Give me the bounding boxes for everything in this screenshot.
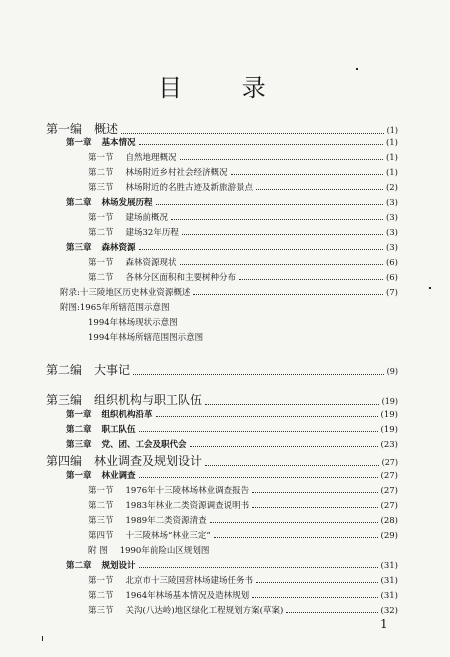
toc-figure[interactable]: [60, 301, 360, 313]
section-title: 自然地理概况: [125, 153, 177, 163]
figure-title: 1965年所辖范围示意图: [79, 303, 170, 313]
dot-leader: [239, 278, 383, 280]
page-ref: (9): [386, 367, 398, 376]
part-label: 第三编: [46, 393, 83, 407]
section-title: 各林分区面积和主要树种分布: [125, 273, 237, 283]
page-ref: (31): [380, 576, 398, 586]
section-label: 第一节: [88, 153, 114, 163]
part-label: 第四编: [46, 454, 83, 468]
toc-part-4[interactable]: [46, 452, 398, 469]
dot-leader: [231, 173, 383, 175]
dot-leader: [214, 536, 378, 538]
dot-leader: [252, 491, 377, 493]
toc-section[interactable]: [88, 529, 398, 541]
section-title: 林场附近乡村社会经济概况: [125, 168, 228, 178]
toc-figure[interactable]: [88, 316, 368, 328]
section-label: 第一节: [88, 576, 114, 586]
section-title: 建场32年历程: [125, 228, 179, 238]
chapter-label: 第一章: [66, 471, 92, 481]
dot-leader: [252, 506, 377, 508]
page-ref: (27): [381, 458, 398, 467]
toc-section[interactable]: [88, 256, 398, 268]
dot-leader: [171, 218, 383, 220]
chapter-title: 职工队伍: [101, 425, 136, 435]
toc-section[interactable]: [88, 514, 398, 526]
page-ref: (23): [380, 440, 398, 450]
section-label: 第三节: [88, 183, 114, 193]
page-ref: (19): [380, 410, 398, 420]
appendix-title: 十三陵地区历史林业资源概述: [79, 288, 191, 298]
toc-part-1[interactable]: [46, 120, 398, 137]
appendix-label: 附录:: [60, 288, 80, 298]
figure-title: 1994年林场现状示意图: [88, 318, 178, 328]
section-label: 第一节: [88, 258, 114, 268]
page-ref: (28): [380, 516, 398, 526]
chapter-label: 第三章: [66, 440, 92, 450]
page-ref: (27): [380, 471, 398, 481]
chapter-label: 第一章: [66, 138, 92, 148]
page-ref: (27): [380, 486, 398, 496]
toc-section[interactable]: [88, 271, 398, 283]
dot-leader: [190, 445, 378, 447]
section-label: 第二节: [88, 273, 114, 283]
page-ref: (31): [380, 591, 398, 601]
section-title: 关沟(八达岭)地区绿化工程规划方案(草案): [125, 606, 284, 616]
toc-figure[interactable]: [88, 331, 368, 343]
page-ref: (2): [385, 183, 398, 193]
page-number: 1: [380, 617, 388, 631]
page-ref: (3): [385, 243, 398, 253]
section-label: 第一节: [88, 486, 114, 496]
page-ref: (29): [380, 531, 398, 541]
page-ref: (19): [381, 397, 398, 406]
chapter-label: 第三章: [66, 243, 92, 253]
page-ref: (32): [380, 606, 398, 616]
toc-appendix[interactable]: [60, 286, 398, 298]
section-label: 第二节: [88, 168, 114, 178]
section-title: 十三陵林场“林业三定”: [125, 531, 211, 541]
toc-section[interactable]: [88, 499, 398, 511]
toc-section[interactable]: [88, 166, 398, 178]
dot-leader: [182, 233, 383, 235]
part-title: 林业调查及规划设计: [94, 454, 203, 468]
chapter-title: 规划设计: [101, 561, 136, 571]
section-title: 森林资源现状: [125, 258, 177, 268]
page-ref: (1): [385, 153, 398, 163]
chapter-label: 第二章: [66, 198, 92, 208]
toc-section[interactable]: [88, 211, 398, 223]
toc-figure[interactable]: [88, 544, 388, 556]
dot-leader: [256, 188, 383, 190]
dot-leader: [139, 566, 378, 568]
toc-chapter[interactable]: [66, 408, 398, 420]
page-ref: (1): [386, 126, 398, 135]
figure-label: 附图:: [60, 303, 80, 313]
page-title: 目 录: [158, 74, 292, 102]
toc-section[interactable]: [88, 574, 398, 586]
toc-part-2[interactable]: [46, 361, 398, 378]
section-title: 北京市十三陵国营林场建场任务书: [125, 576, 254, 586]
toc-chapter[interactable]: [66, 559, 398, 571]
chapter-label: 第二章: [66, 561, 92, 571]
part-label: 第二编: [46, 363, 83, 377]
section-label: 第三节: [88, 516, 114, 526]
toc-chapter[interactable]: [66, 438, 398, 450]
page-ref: (6): [385, 273, 398, 283]
chapter-label: 第二章: [66, 425, 92, 435]
toc-section[interactable]: [88, 181, 398, 193]
toc-section[interactable]: [88, 484, 398, 496]
dot-leader: [133, 373, 384, 375]
chapter-label: 第一章: [66, 410, 92, 420]
figure-title: 1994年林场所辖范围图示意图: [88, 333, 204, 343]
dot-leader: [286, 611, 377, 613]
dot-leader: [139, 476, 378, 478]
toc-chapter[interactable]: [66, 136, 398, 148]
dot-leader: [156, 415, 378, 417]
dot-leader: [205, 403, 379, 405]
section-label: 第二节: [88, 228, 114, 238]
toc-chapter[interactable]: [66, 423, 398, 435]
section-label: 第二节: [88, 501, 114, 511]
page-ref: (19): [380, 425, 398, 435]
part-title: 概述: [94, 122, 119, 136]
page-ref: (3): [385, 213, 398, 223]
dot-leader: [156, 203, 383, 205]
chapter-title: 林场发展历程: [101, 198, 153, 208]
chapter-title: 森林资源: [101, 243, 136, 253]
toc-chapter[interactable]: [66, 196, 398, 208]
scan-speck: [429, 287, 431, 289]
part-label: 第一编: [46, 122, 83, 136]
section-title: 建场前概况: [125, 213, 169, 223]
toc-section[interactable]: [88, 604, 398, 616]
dot-leader: [180, 158, 383, 160]
section-title: 1976年十三陵林场林业调查报告: [125, 486, 250, 496]
part-title: 大事记: [94, 363, 131, 377]
dot-leader: [256, 581, 378, 583]
page-ref: (3): [385, 228, 398, 238]
scan-speck: [356, 68, 358, 70]
figure-title: 1990年前险山区规划图: [119, 546, 210, 556]
dot-leader: [121, 132, 384, 134]
section-title: 林场附近的名胜古迹及新旅游景点: [125, 183, 254, 193]
section-title: 1989年二类资源清查: [125, 516, 207, 526]
page-ref: (27): [380, 501, 398, 511]
dot-leader: [139, 143, 383, 145]
section-label: 第二节: [88, 591, 114, 601]
dot-leader: [205, 464, 379, 466]
dot-leader: [180, 263, 383, 265]
page-ref: (1): [385, 138, 398, 148]
toc-chapter[interactable]: [66, 469, 398, 481]
page-ref: (6): [385, 258, 398, 268]
toc-section[interactable]: [88, 226, 398, 238]
page-ref: (7): [385, 288, 398, 298]
chapter-title: 基本情况: [101, 138, 136, 148]
page-ref: (1): [385, 168, 398, 178]
section-title: 1964年林场基本情况及造林规划: [125, 591, 250, 601]
dot-leader: [193, 293, 383, 295]
section-label: 第三节: [88, 606, 114, 616]
section-label: 第四节: [88, 531, 114, 541]
toc-section[interactable]: [88, 151, 398, 163]
toc-part-3[interactable]: [46, 391, 398, 408]
figure-label: 附 图: [88, 546, 108, 556]
scan-speck: [42, 636, 43, 641]
dot-leader: [210, 521, 378, 523]
toc-chapter[interactable]: [66, 241, 398, 253]
section-title: 1983年林业二类资源调查说明书: [125, 501, 250, 511]
dot-leader: [252, 596, 377, 598]
chapter-title: 林业调查: [101, 471, 136, 481]
dot-leader: [139, 430, 378, 432]
section-label: 第一节: [88, 213, 114, 223]
chapter-title: 组织机构沿革: [101, 410, 153, 420]
page-ref: (31): [380, 561, 398, 571]
toc-section[interactable]: [88, 589, 398, 601]
page-ref: (3): [385, 198, 398, 208]
part-title: 组织机构与职工队伍: [94, 393, 203, 407]
chapter-title: 党、团、工会及职代会: [101, 440, 187, 450]
dot-leader: [139, 248, 383, 250]
